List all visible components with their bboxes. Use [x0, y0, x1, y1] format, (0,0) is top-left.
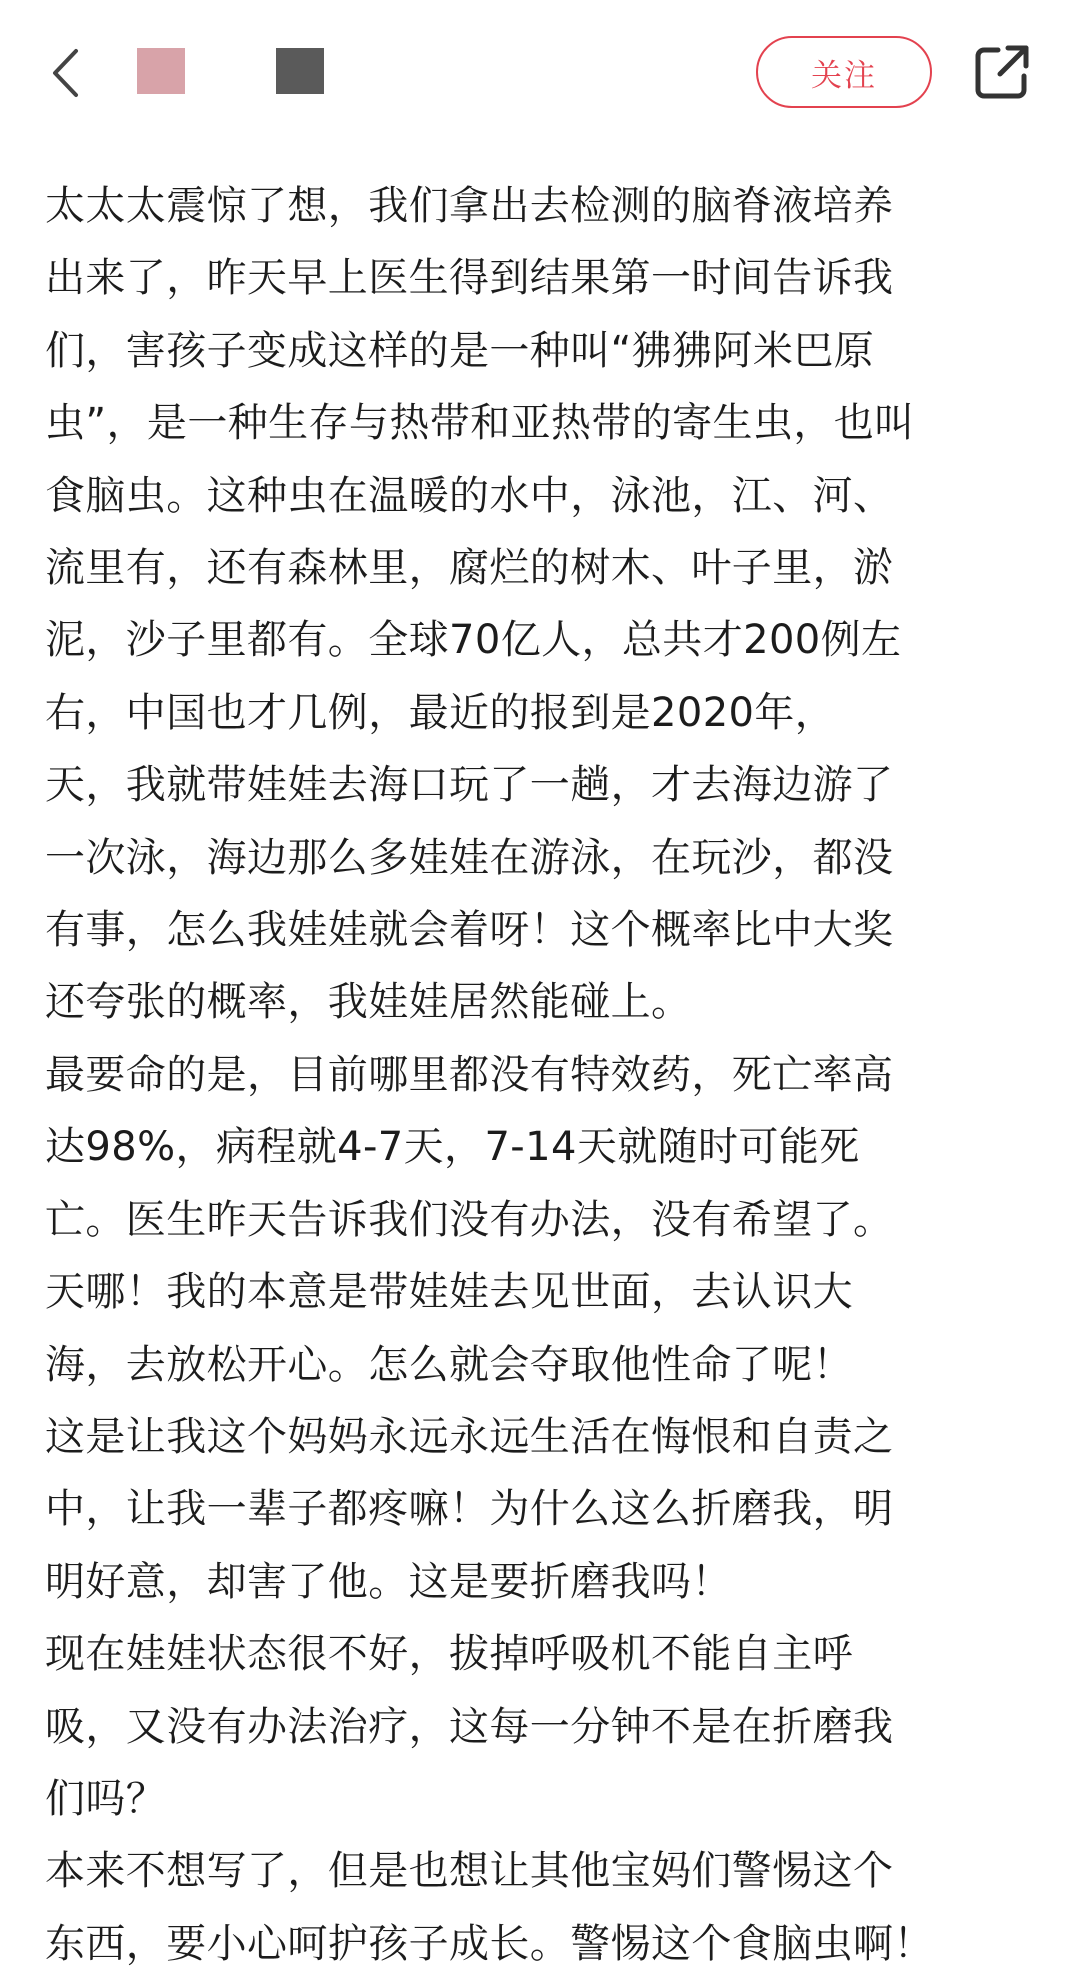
post-paragraph-7: 本来不想写了，但是也想让其他宝妈们警惕这个 东西，要小心呵护孩子成长。警惕这个食脑虫啊！: [45, 1848, 934, 1967]
back-button[interactable]: [40, 38, 90, 108]
follow-button[interactable]: 关注: [756, 36, 932, 108]
post-paragraph-6: 现在娃娃状态很不好，拔掉呼吸机不能自主呼 吸，又没有办法治疗，这每一分钟不是在折磨我 们吗？: [45, 1631, 894, 1822]
chevron-left-icon: [50, 47, 80, 99]
post-paragraph-1: 太太太震惊了想，我们拿出去检测的脑脊液培养 出来了，昨天早上医生得到结果第一时间告诉我 们，害孩子变成这样的是一种叫“狒狒阿米巴原 虫”，是一种生存与热带和亚热带的寄生虫，也叫 食脑虫。这种虫在温暖的水中，泳池，江、河、 流里有，还有森林里，腐烂的树木、叶子里，淤 泥，沙子里都有。全球70亿人，总共才200例左 右，中国也才几例，最近的报到是2020年，: [45, 183, 915, 736]
post-paragraph-2: 天，我就带娃娃去海口玩了一趟，才去海边游了 一次泳，海边那么多娃娃在游泳，在玩沙，都没 有事，怎么我娃娃就会着呀！这个概率比中大奖 还夸张的概率，我娃娃居然能碰上。: [45, 762, 894, 1026]
top-bar: [0, 0, 1080, 150]
share-external-icon: [972, 42, 1032, 102]
author-avatar[interactable]: [137, 48, 185, 94]
share-button[interactable]: [972, 42, 1032, 102]
post-paragraph-5: 这是让我这个妈妈永远永远生活在悔恨和自责之 中，让我一辈子都疼嘛！为什么这么折磨我，明 明好意，却害了他。这是要折磨我吗！: [45, 1413, 894, 1605]
author-name-redacted[interactable]: [276, 48, 324, 94]
post-paragraph-3: 最要命的是，目前哪里都没有特效药，死亡率高 达98%，病程就4-7天，7-14天就随时可能死 亡。医生昨天告诉我们没有办法，没有希望了。: [45, 1051, 894, 1243]
post-paragraph-4: 天哪！我的本意是带娃娃去见世面，去认识大 海，去放松开心。怎么就会夺取他性命了呢！: [45, 1269, 853, 1388]
post-body: [45, 170, 1045, 1980]
